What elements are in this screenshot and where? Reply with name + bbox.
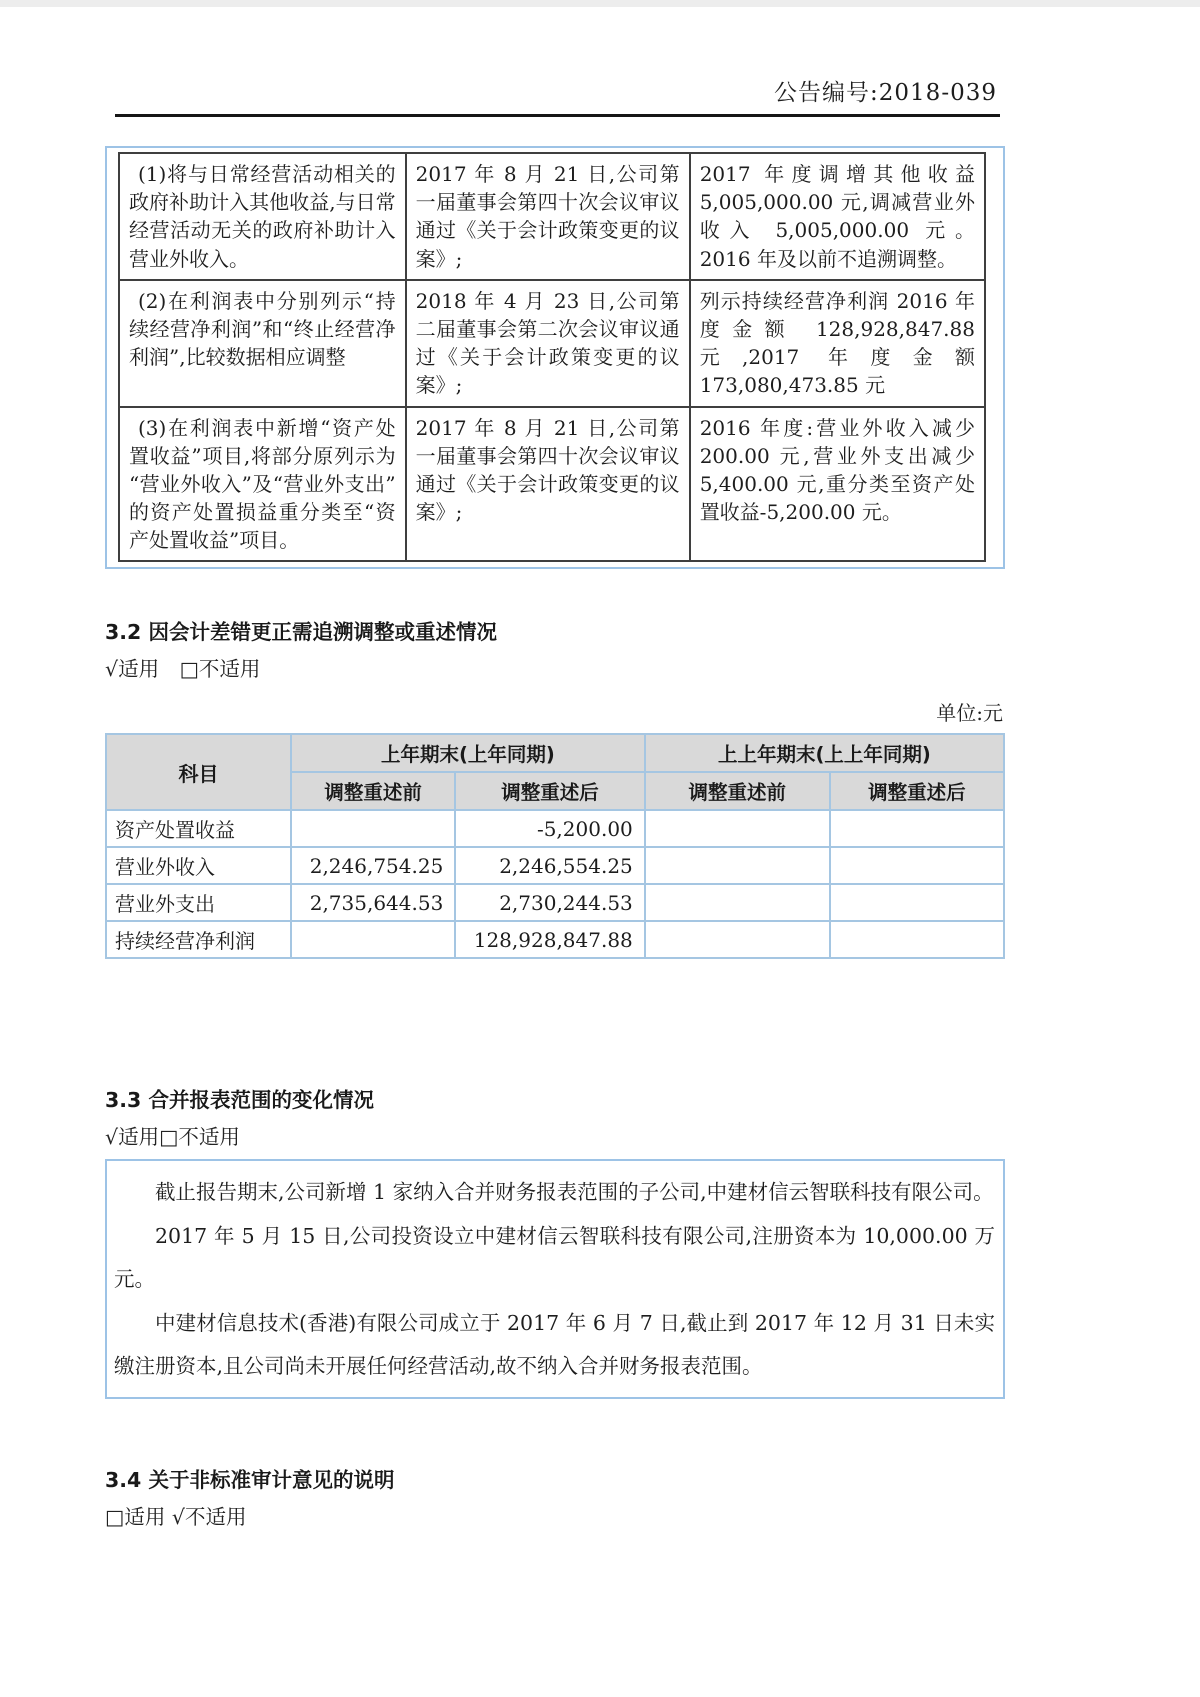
announcement-number: 公告编号:2018-039 [774, 80, 997, 106]
section-3-3-title: 3.3 合并报表范围的变化情况 [105, 1088, 374, 1113]
section-3-2 [105, 615, 1005, 959]
scan-edge-strip [0, 0, 1200, 7]
policy-impact-cell: 2017 年度调增其他收益 5,005,000.00 元,调减营业外收入 5,005,000.00 元。2016 年及以前不追溯调整。 [690, 153, 985, 280]
scope-paragraph: 中建材信息技术(香港)有限公司成立于 2017 年 6 月 7 日,截止到 2017 年 12 月 31 日未实缴注册资本,且公司尚未开展任何经营活动,故不纳入合并财务报表范围。 [114, 1310, 995, 1379]
section-3-4 [105, 1463, 1005, 1530]
prev2-before-cell [645, 921, 830, 958]
policy-change-cell: (2)在利润表中分别列示“持续经营净利润”和“终止经营净利润”,比较数据相应调整 [119, 280, 406, 407]
prev-after-cell: 2,246,554.25 [455, 847, 644, 884]
unit-label: 单位:元 [936, 701, 1003, 726]
prev-before-cell: 2,246,754.25 [291, 847, 455, 884]
page-content [0, 146, 1200, 1530]
prev-after-cell: 2,730,244.53 [455, 884, 644, 921]
consolidation-scope-box [105, 1159, 1005, 1398]
prev2-before-cell [645, 847, 830, 884]
section-3-2-applicability: √适用 □不适用 [105, 657, 261, 682]
column-header-subject: 科目 [106, 734, 291, 810]
prev2-before-cell [645, 884, 830, 921]
prev2-after-cell [830, 810, 1004, 847]
prev-before-cell [291, 921, 455, 958]
document-header [0, 0, 1200, 107]
policy-procedure-cell: 2018 年 4 月 23 日,公司第二届董事会第二次会议审议通过《关于会计政策变更的议案》; [406, 280, 690, 407]
section-3-3 [105, 1083, 1005, 1398]
column-group-prev2-year: 上上年期末(上上年同期) [645, 734, 1004, 772]
policy-row [119, 280, 985, 407]
prev2-after-cell [830, 884, 1004, 921]
policy-change-table [118, 152, 986, 562]
prev-after-cell: -5,200.00 [455, 810, 644, 847]
column-header-before-2: 调整重述前 [645, 772, 830, 810]
prev2-after-cell [830, 921, 1004, 958]
prev2-after-cell [830, 847, 1004, 884]
prev-before-cell [291, 810, 455, 847]
restatement-table [105, 733, 1005, 959]
policy-change-table-frame [105, 146, 1005, 569]
scope-paragraph: 2017 年 5 月 15 日,公司投资设立中建材信云智联科技有限公司,注册资本为 10,000.00 万元。 [114, 1223, 995, 1292]
subject-cell: 资产处置收益 [106, 810, 291, 847]
restatement-row [106, 921, 1004, 958]
column-header-before-1: 调整重述前 [291, 772, 455, 810]
prev2-before-cell [645, 810, 830, 847]
section-3-4-title: 3.4 关于非标准审计意见的说明 [105, 1467, 395, 1492]
restatement-row [106, 884, 1004, 921]
subject-cell: 营业外支出 [106, 884, 291, 921]
policy-impact-cell: 列示持续经营净利润 2016 年度金额 128,928,847.88 元,2017 年度金额 173,080,473.85 元 [690, 280, 985, 407]
restatement-row [106, 810, 1004, 847]
restatement-row [106, 847, 1004, 884]
column-header-after-2: 调整重述后 [830, 772, 1004, 810]
column-header-after-1: 调整重述后 [455, 772, 644, 810]
subject-cell: 营业外收入 [106, 847, 291, 884]
section-3-4-applicability: □适用 √不适用 [105, 1504, 247, 1529]
policy-procedure-cell: 2017 年 8 月 21 日,公司第一届董事会第四十次会议审议通过《关于会计政策变更的议案》; [406, 407, 690, 562]
subject-cell: 持续经营净利润 [106, 921, 291, 958]
policy-row [119, 407, 985, 562]
section-3-3-applicability: √适用□不适用 [105, 1125, 240, 1150]
scope-paragraph: 截止报告期末,公司新增 1 家纳入合并财务报表范围的子公司,中建材信云智联科技有限公司。 [155, 1180, 994, 1205]
column-group-prev-year: 上年期末(上年同期) [291, 734, 645, 772]
restatement-header-row-1 [106, 734, 1004, 772]
policy-procedure-cell: 2017 年 8 月 21 日,公司第一届董事会第四十次会议审议通过《关于会计政策变更的议案》; [406, 153, 690, 280]
header-divider [115, 114, 1000, 117]
policy-row [119, 153, 985, 280]
policy-impact-cell: 2016 年度:营业外收入减少 200.00 元,营业外支出减少 5,400.00 元,重分类至资产处置收益-5,200.00 元。 [690, 407, 985, 562]
policy-change-cell: (3)在利润表中新增“资产处置收益”项目,将部分原列示为“营业外收入”及“营业外支出”的资产处置损益重分类至“资产处置收益”项目。 [119, 407, 406, 562]
policy-change-cell: (1)将与日常经营活动相关的政府补助计入其他收益,与日常经营活动无关的政府补助计入营业外收入。 [119, 153, 406, 280]
prev-after-cell: 128,928,847.88 [455, 921, 644, 958]
section-3-2-title: 3.2 因会计差错更正需追溯调整或重述情况 [105, 620, 497, 645]
prev-before-cell: 2,735,644.53 [291, 884, 455, 921]
